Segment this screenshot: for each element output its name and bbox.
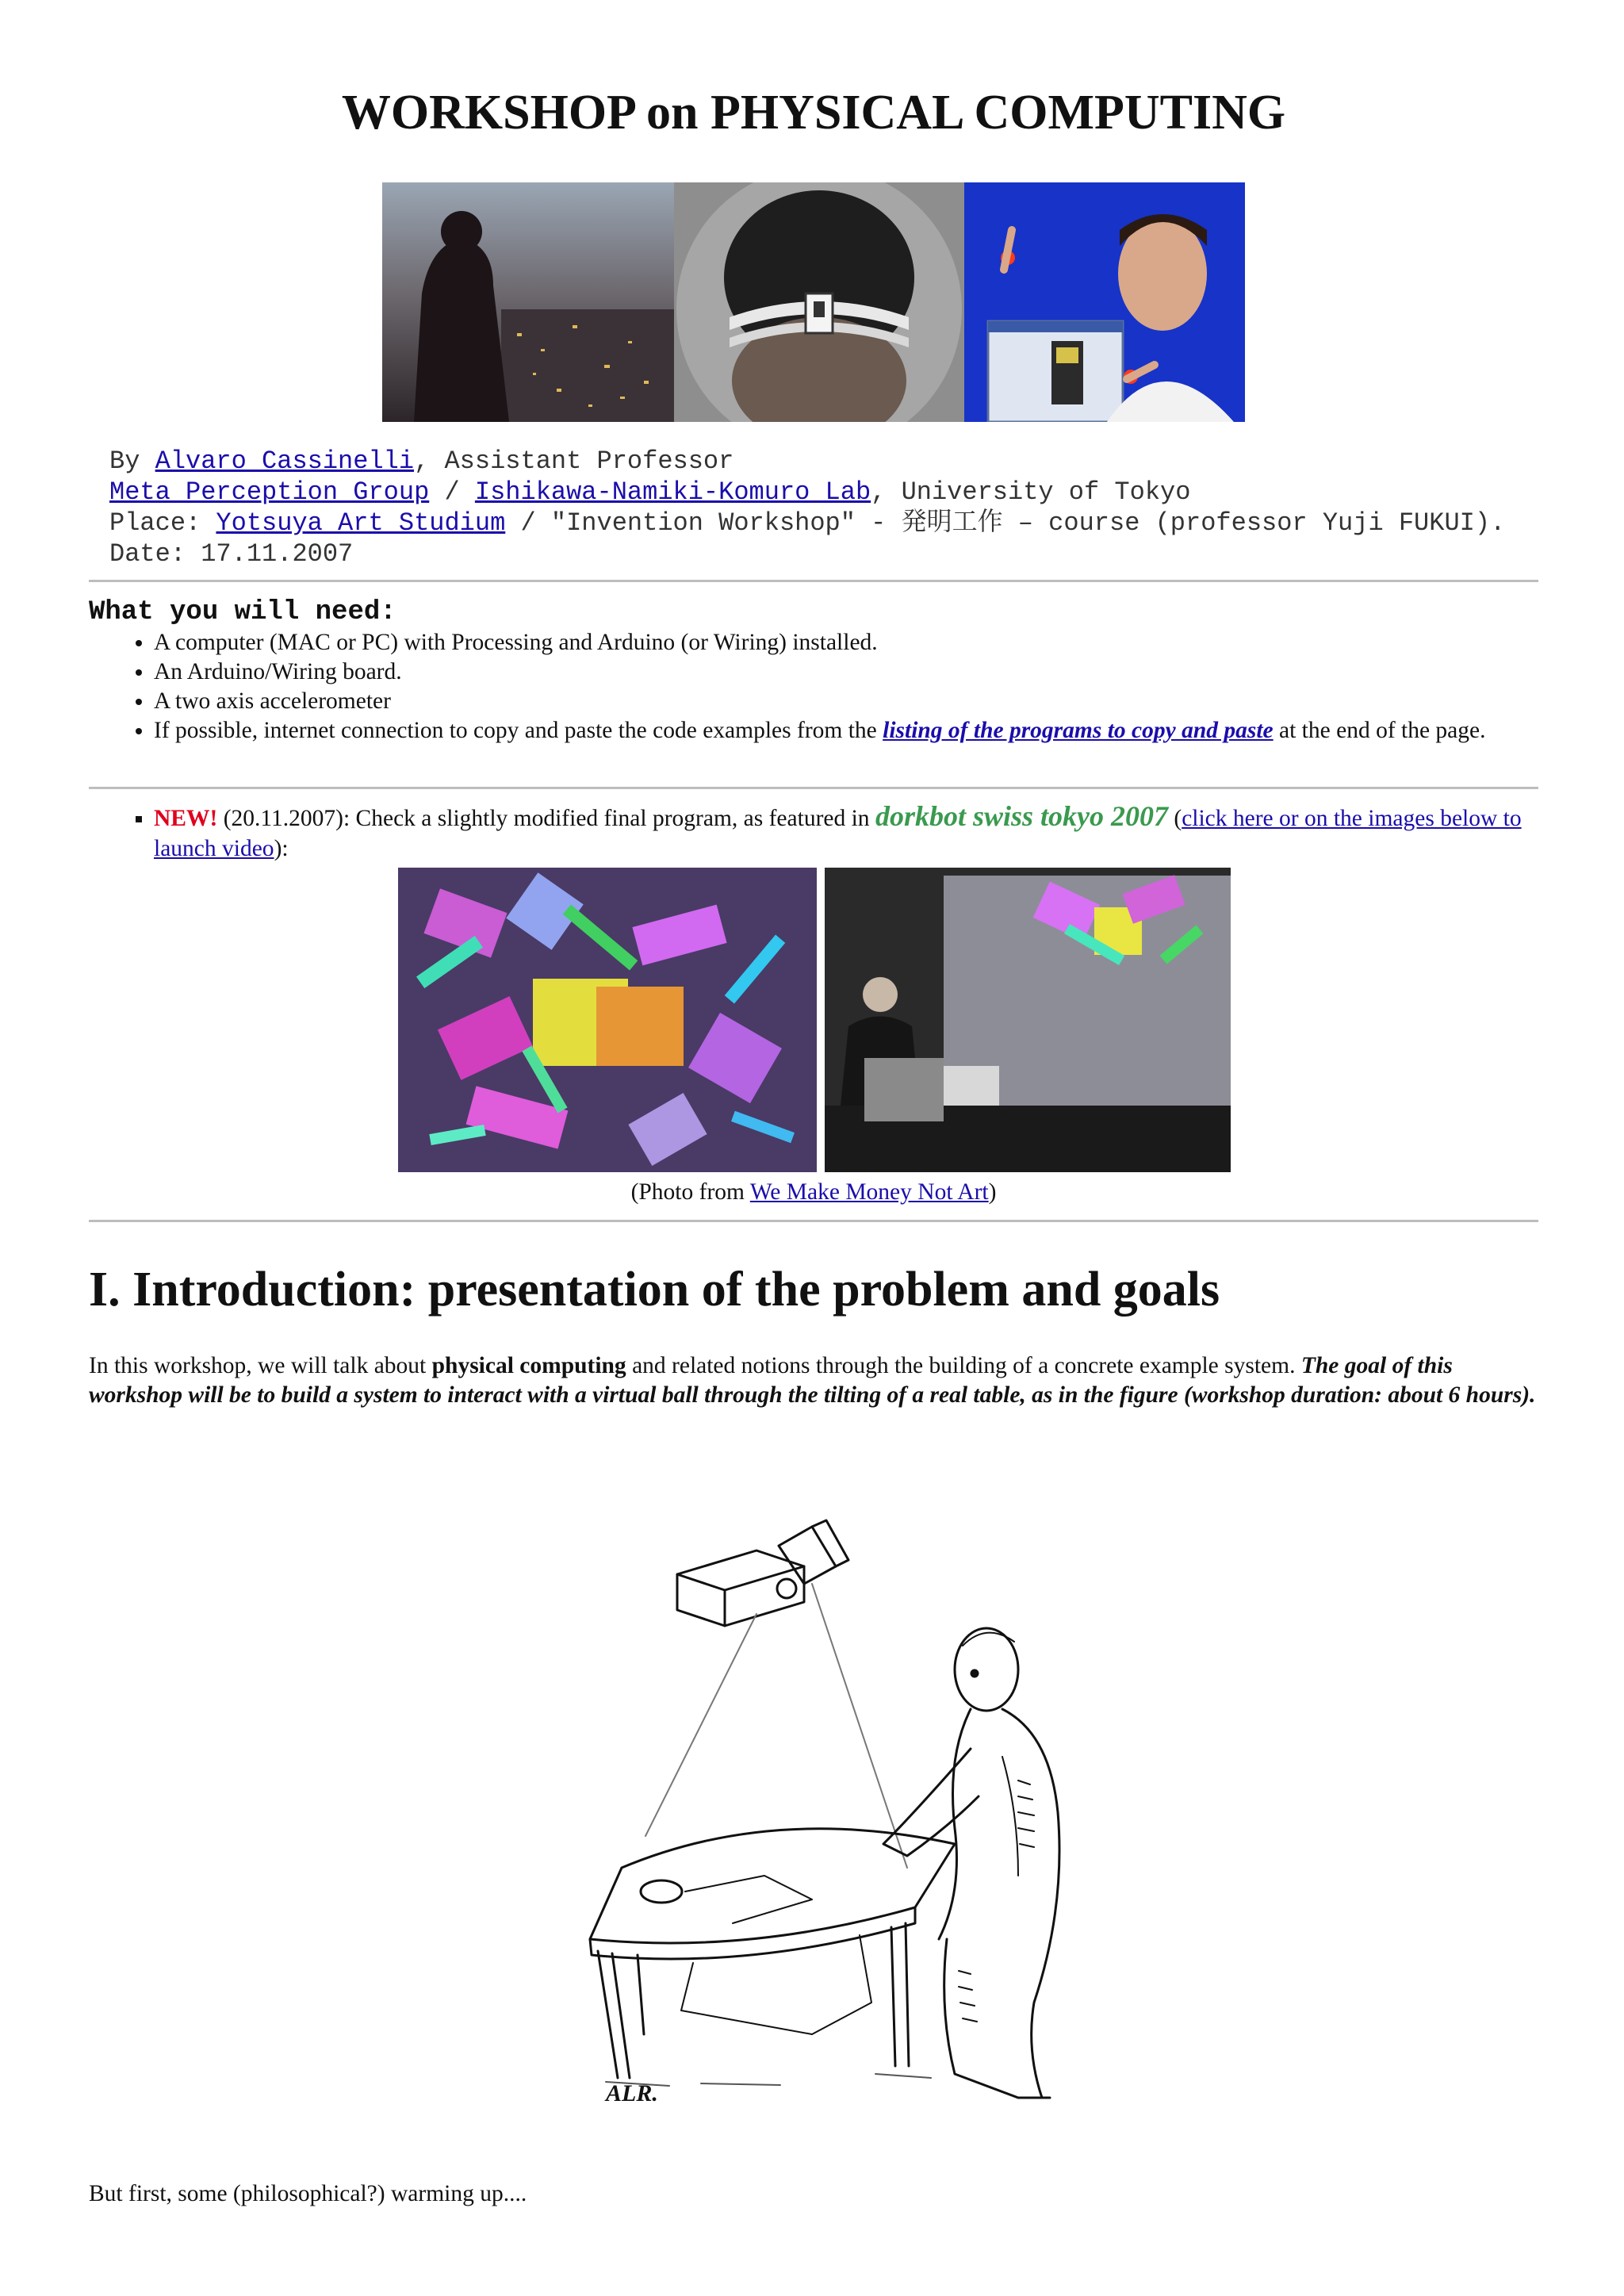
requirements-list: [89, 628, 1538, 746]
launch-video-link[interactable]: click here or on the images below to launch video: [154, 806, 1522, 861]
intro-text: In this workshop, we will talk about: [89, 1353, 432, 1378]
intro-paragraph: [89, 1351, 1538, 1410]
warmup-text: But first, some (philosophical?) warming up....: [89, 2181, 527, 2206]
intro-goal: The goal of this workshop will be to build a system to interact with a virtual ball through the tilting of a real table, as in the figure (workshop duration: about 6 hours).: [89, 1353, 1536, 1408]
caption-text: ): [988, 1179, 997, 1205]
divider: [89, 1220, 1538, 1222]
place-link[interactable]: Yotsuya Art Studium: [216, 508, 506, 538]
intro-bold-term: physical computing: [431, 1353, 626, 1378]
university-text: , University of Tokyo: [871, 477, 1191, 507]
intro-heading: I. Introduction: presentation of the problem and goals: [89, 1263, 1220, 1317]
sketch-illustration: [574, 1495, 1201, 2118]
list-item: • A computer (MAC or PC) with Processing and Arduino (or Wiring) installed.: [154, 628, 1538, 657]
video-thumbnails: [398, 868, 1231, 1172]
page-title: WORKSHOP on PHYSICAL COMPUTING: [341, 86, 1286, 140]
requirements-heading: What you will need:: [89, 597, 396, 627]
list-item-text: at the end of the page.: [1273, 718, 1486, 743]
list-item: • A two axis accelerometer: [154, 687, 1538, 716]
group-link[interactable]: Meta Perception Group: [109, 477, 430, 507]
author-link[interactable]: Alvaro Cassinelli: [155, 447, 415, 476]
news-text: (20.11.2007): Check a slightly modified final program, as featured in: [217, 806, 875, 831]
paren: (: [1167, 806, 1182, 831]
lab-link[interactable]: Ishikawa-Namiki-Komuro Lab: [474, 477, 871, 507]
separator: /: [429, 477, 475, 507]
photo-source-link[interactable]: We Make Money Not Art: [749, 1179, 989, 1205]
by-prefix: By: [109, 447, 155, 476]
event-name: dorkbot swiss tokyo 2007: [875, 800, 1168, 832]
place-details: / "Invention Workshop" - 発明工作 – course (professor Yuji FUKUI).: [505, 508, 1506, 538]
byline: [109, 446, 1505, 569]
list-item: • An Arduino/Wiring board.: [154, 657, 1538, 687]
photo-caption: [89, 1177, 1538, 1207]
news-list: [89, 801, 1538, 864]
author-role: , Assistant Professor: [414, 447, 734, 476]
place-prefix: Place:: [109, 508, 216, 538]
photo-city-window-silhouette: [382, 182, 674, 422]
banner-photos: [382, 182, 1245, 422]
program-listing-link[interactable]: listing of the programs to copy and paste: [883, 718, 1274, 743]
list-item-text: If possible, internet connection to copy and paste the code examples from the: [154, 718, 883, 743]
video-thumbnail-visuals[interactable]: [398, 868, 817, 1172]
photo-laser-finger-interaction: [964, 182, 1245, 422]
sketch-signature: ALR.: [606, 2080, 658, 2106]
caption-text: (Photo from: [630, 1179, 750, 1205]
divider: [89, 787, 1538, 789]
video-thumbnail-performance[interactable]: [825, 868, 1231, 1172]
news-item: [154, 801, 1538, 864]
divider: [89, 580, 1538, 582]
new-badge: NEW!: [154, 806, 218, 831]
photo-head-mounted-sensor: [674, 182, 964, 422]
intro-text: and related notions through the building of a concrete example system.: [626, 1353, 1301, 1378]
list-item: [154, 716, 1538, 746]
paren: ):: [274, 836, 289, 861]
date-text: Date: 17.11.2007: [109, 539, 354, 569]
